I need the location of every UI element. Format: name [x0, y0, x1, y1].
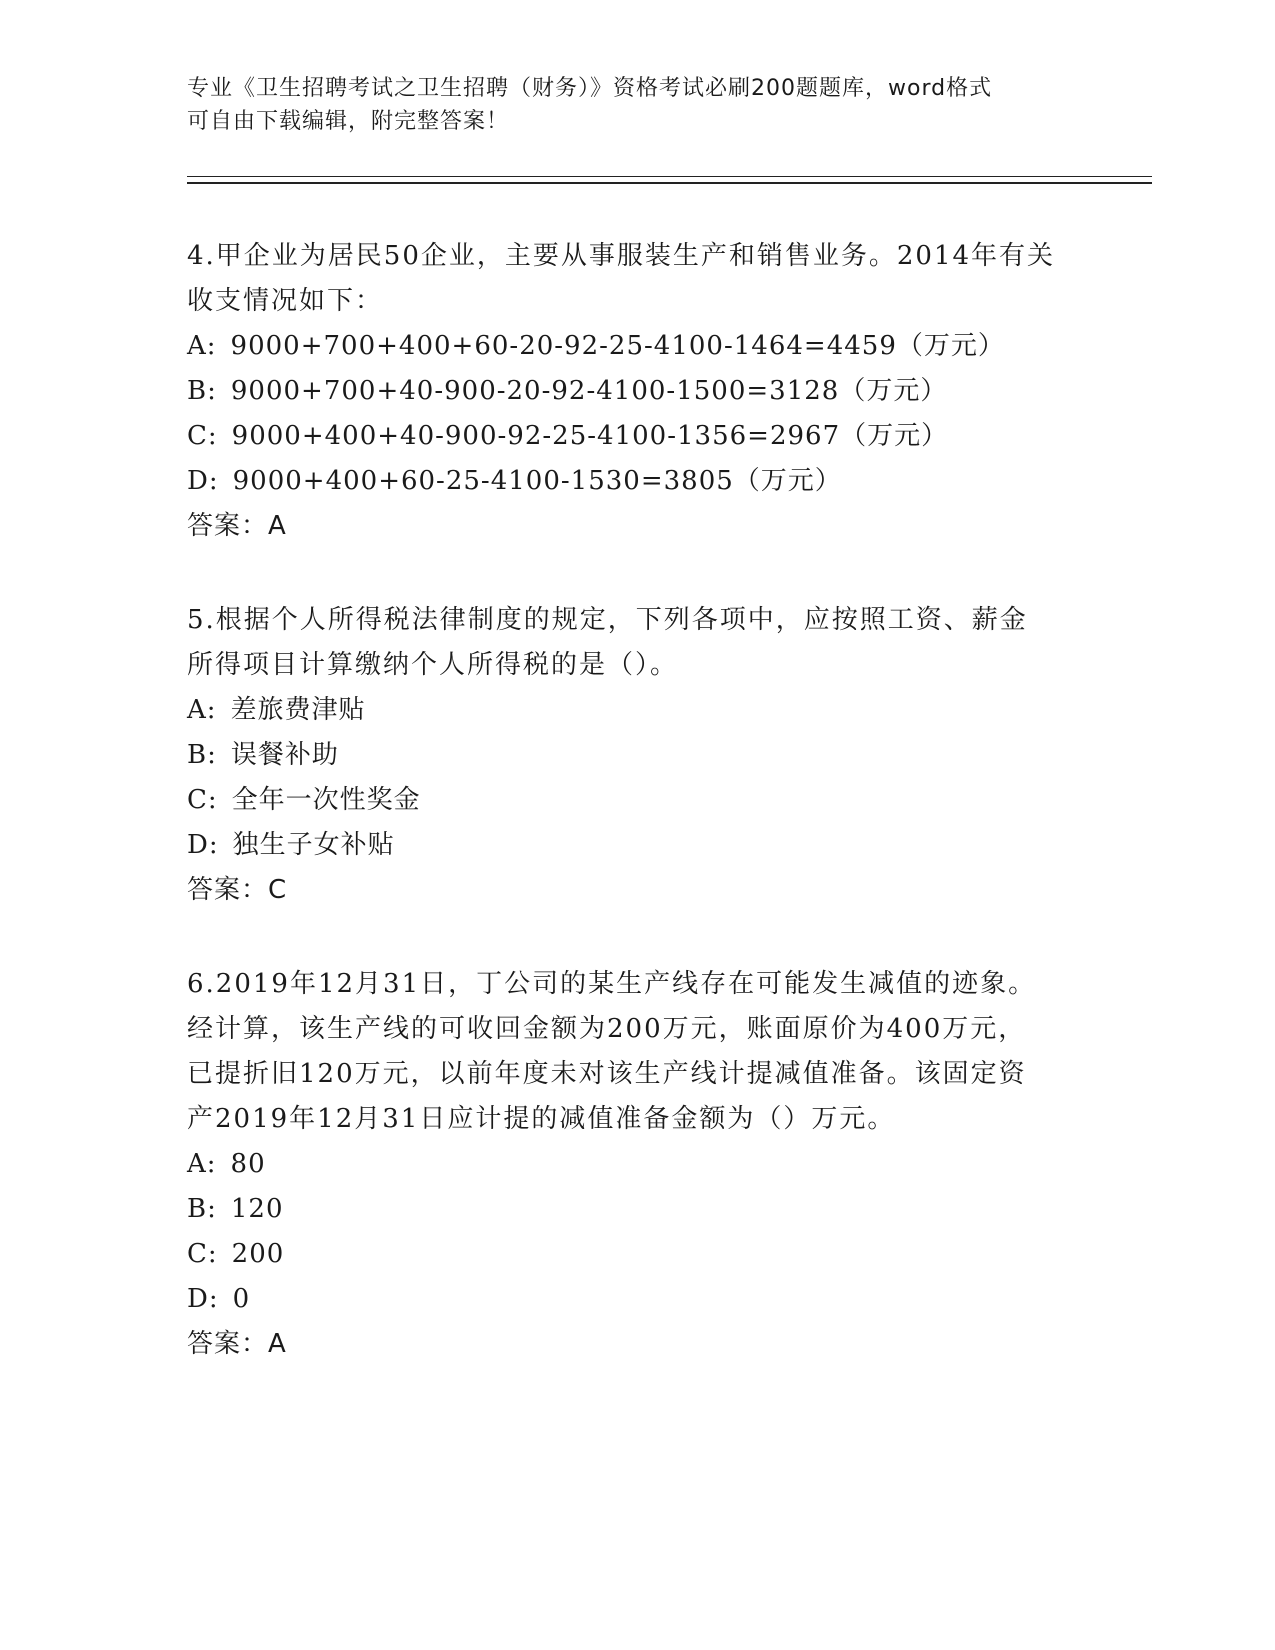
header-line-2: 可自由下载编辑，附完整答案！ — [187, 109, 510, 134]
question-6 — [187, 962, 1087, 1367]
option-d — [187, 823, 1087, 868]
question-stem-line: 5.根据个人所得税法律制度的规定，下列各项中，应按照工资、薪金 — [187, 605, 1028, 635]
question-stem-line: 产2019年12月31日应计提的减值准备金额为（）万元。 — [187, 1104, 896, 1134]
question-4 — [187, 234, 1087, 549]
question-stem-line: 4.甲企业为居民50企业，主要从事服装生产和销售业务。2014年有关 — [187, 241, 1056, 271]
option-text: 误餐补助 — [230, 740, 339, 770]
header-divider-thick — [187, 182, 1152, 184]
question-stem-line: 已提折旧120万元，以前年度未对该生产线计提减值准备。该固定资 — [187, 1059, 1027, 1089]
option-text: 全年一次性奖金 — [231, 785, 421, 815]
option-a — [187, 324, 1087, 369]
option-letter: D: — [187, 830, 219, 860]
question-stem-line: 收支情况如下： — [187, 286, 384, 316]
option-text: 差旅费津贴 — [230, 695, 366, 725]
option-text: 独生子女补贴 — [232, 830, 395, 860]
option-letter: C: — [187, 785, 218, 815]
option-text: 9000+700+400+60-20-92-25-4100-1464=4459（万元） — [230, 331, 1005, 361]
option-text: 120 — [230, 1194, 284, 1224]
option-b — [187, 733, 1087, 778]
question-stem-line: 所得项目计算缴纳个人所得税的是（）。 — [187, 650, 679, 680]
option-text: 80 — [230, 1149, 266, 1179]
option-c — [187, 778, 1087, 823]
option-letter: D: — [187, 1284, 219, 1314]
option-d — [187, 1277, 1087, 1322]
option-text: 9000+400+40-900-92-25-4100-1356=2967（万元） — [231, 421, 949, 451]
answer: 答案：A — [187, 511, 287, 541]
header-divider-thin — [187, 176, 1152, 177]
answer: 答案：C — [187, 875, 288, 905]
option-text: 9000+400+60-25-4100-1530=3805（万元） — [232, 466, 842, 496]
option-letter: C: — [187, 421, 218, 451]
option-letter: A: — [187, 331, 217, 361]
option-letter: B: — [187, 1194, 217, 1224]
question-stem-line: 6.2019年12月31日，丁公司的某生产线存在可能发生减值的迹象。 — [187, 969, 1037, 999]
option-text: 0 — [232, 1284, 251, 1314]
option-letter: A: — [187, 695, 217, 725]
option-a — [187, 688, 1087, 733]
option-letter: B: — [187, 376, 217, 406]
option-text: 200 — [231, 1239, 285, 1269]
option-b — [187, 369, 1087, 414]
option-letter: D: — [187, 466, 219, 496]
header-line-1: 专业《卫生招聘考试之卫生招聘（财务）》资格考试必刷200题题库，word格式 — [187, 76, 993, 101]
option-b — [187, 1187, 1087, 1232]
option-c — [187, 1232, 1087, 1277]
question-5 — [187, 598, 1087, 913]
option-d — [187, 459, 1087, 504]
option-a — [187, 1142, 1087, 1187]
option-c — [187, 414, 1087, 459]
question-stem-line: 经计算，该生产线的可收回金额为200万元，账面原价为400万元， — [187, 1014, 1027, 1044]
option-letter: C: — [187, 1239, 218, 1269]
option-letter: A: — [187, 1149, 217, 1179]
option-letter: B: — [187, 740, 217, 770]
document-header — [187, 72, 1067, 138]
option-text: 9000+700+40-900-20-92-4100-1500=3128（万元） — [230, 376, 948, 406]
answer: 答案：A — [187, 1329, 287, 1359]
